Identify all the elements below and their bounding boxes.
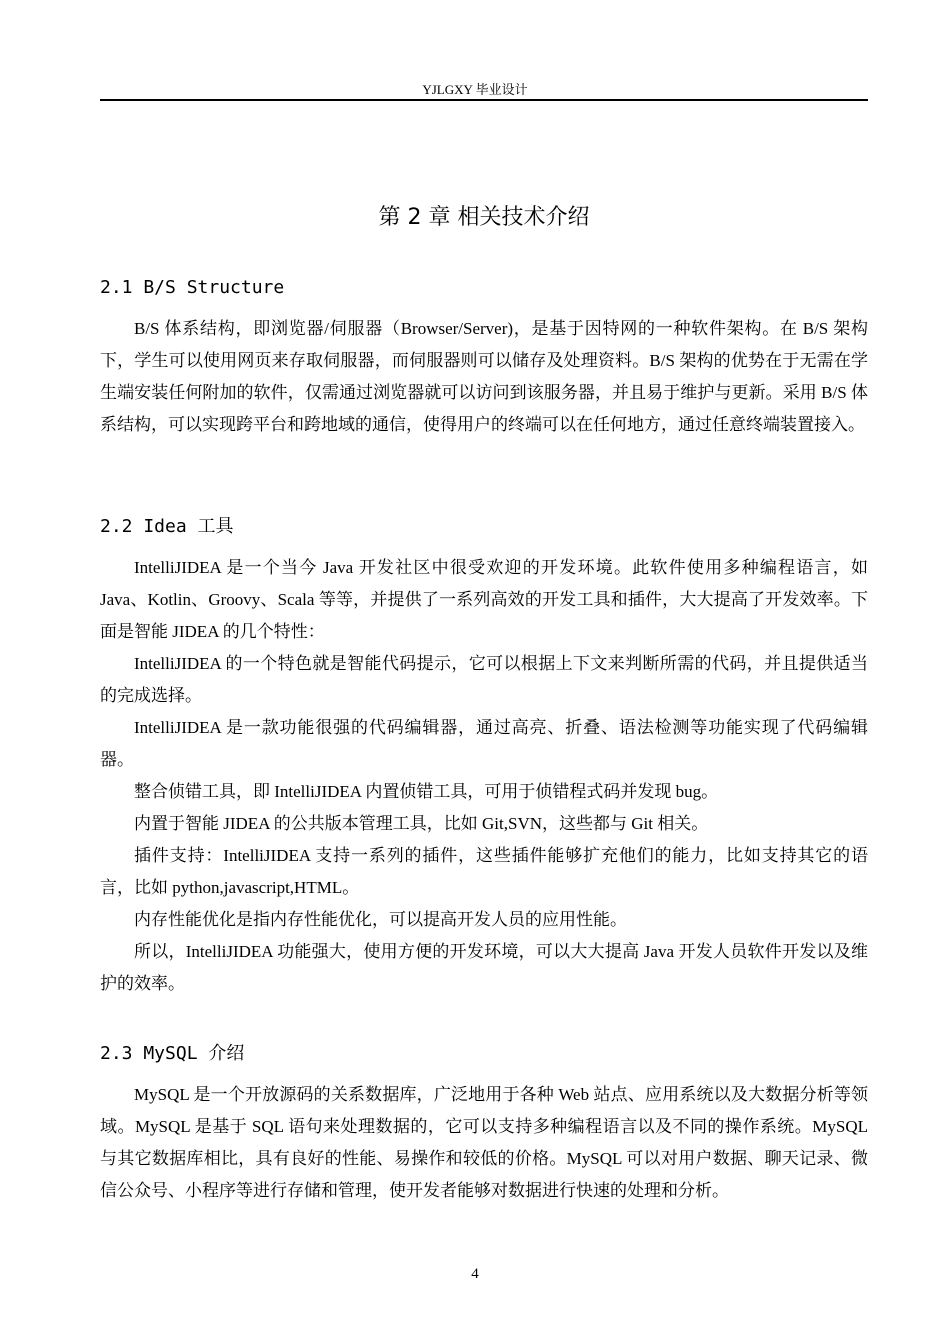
page-number: 4 bbox=[471, 1266, 479, 1282]
paragraph: 所以，IntelliJIDEA 功能强大，使用方便的开发环境，可以大大提高 Java 开发人员软件开发以及维护的效率。 bbox=[100, 942, 868, 993]
paragraph: IntelliJIDEA 是一个当今 Java 开发社区中很受欢迎的开发环境。此软件使用多种编程语言，如 Java、Kotlin、Groovy、Scala 等等，并提供了一系列高效的开发工具和插件，大大提高了开发效率。下面是智能 JIDEA 的几个特性： bbox=[100, 558, 868, 641]
section-heading-2-3: 2.3 MySQL 介绍 bbox=[100, 1043, 245, 1064]
paragraph: 整合侦错工具，即 IntelliJIDEA 内置侦错工具，可用于侦错程式码并发现 bug。 bbox=[134, 782, 719, 801]
paragraph: 内存性能优化是指内存性能优化，可以提高开发人员的应用性能。 bbox=[134, 910, 627, 929]
running-header: YJLGXY 毕业设计 bbox=[422, 82, 528, 97]
paragraph: IntelliJIDEA 的一个特色就是智能代码提示，它可以根据上下文来判断所需的代码，并且提供适当的完成选择。 bbox=[100, 654, 868, 705]
section-heading-2-2: 2.2 Idea 工具 bbox=[100, 516, 234, 537]
header-divider bbox=[100, 99, 868, 101]
paragraph: 内置于智能 JIDEA 的公共版本管理工具，比如 Git,SVN，这些都与 Git 相关。 bbox=[134, 814, 709, 833]
paragraph: B/S 体系结构，即浏览器/伺服器（Browser/Server)，是基于因特网的一种软件架构。在 B/S 架构下，学生可以使用网页来存取伺服器，而伺服器则可以储存及处理资料。B/S 架构的优势在于无需在学生端安装任何附加的软件，仅需通过浏览器就可以访问到该服务器，并且易于维护与更新。采用 B/S 体系结构，可以实现跨平台和跨地域的通信，使得用户的终端可以在任何地方，通过任意终端装置接入。 bbox=[100, 319, 868, 434]
paragraph: 插件支持：IntelliJIDEA 支持一系列的插件，这些插件能够扩充他们的能力，比如支持其它的语言，比如 python,javascript,HTML。 bbox=[100, 846, 868, 897]
paragraph: MySQL 是一个开放源码的关系数据库，广泛地用于各种 Web 站点、应用系统以及大数据分析等领域。MySQL 是基于 SQL 语句来处理数据的，它可以支持多种编程语言以及不同的操作系统。MySQL 与其它数据库相比，具有良好的性能、易操作和较低的价格。MySQL 可以对用户数据、聊天记录、微信公众号、小程序等进行存储和管理，使开发者能够对数据进行快速的处理和分析。 bbox=[100, 1085, 868, 1200]
paragraph: IntelliJIDEA 是一款功能很强的代码编辑器，通过高亮、折叠、语法检测等功能实现了代码编辑器。 bbox=[100, 718, 868, 769]
chapter-title: 第 2 章 相关技术介绍 bbox=[378, 205, 590, 230]
section-heading-2-1: 2.1 B/S Structure bbox=[100, 277, 285, 298]
